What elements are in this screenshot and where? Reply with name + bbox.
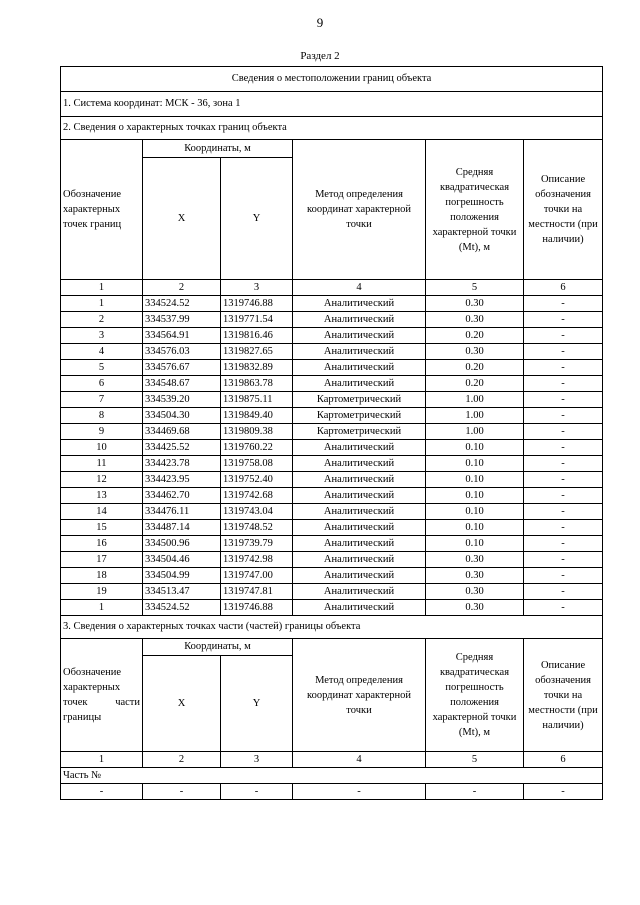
header-coordinates: Координаты, м	[143, 140, 293, 158]
table-row	[61, 600, 603, 616]
page-number: 9	[316, 15, 324, 30]
part-empty-row	[61, 784, 603, 800]
header-x: X	[143, 158, 221, 280]
table-row	[61, 328, 603, 344]
point-error: 0.10	[426, 472, 524, 488]
table-row	[61, 360, 603, 376]
point-description: -	[524, 536, 603, 552]
table-title: Сведения о местоположении границ объекта	[61, 67, 603, 92]
table-row	[61, 568, 603, 584]
point-y: 1319849.40	[221, 408, 293, 424]
table-row	[61, 344, 603, 360]
point-error: 0.10	[426, 536, 524, 552]
point-y: 1319758.08	[221, 456, 293, 472]
column-number: 2	[143, 280, 221, 296]
point-x: 334504.30	[143, 408, 221, 424]
point-y: 1319752.40	[221, 472, 293, 488]
point-error: 0.30	[426, 344, 524, 360]
point-method: Аналитический	[293, 440, 426, 456]
point-description: -	[524, 344, 603, 360]
header-y: Y	[221, 158, 293, 280]
point-description: -	[524, 472, 603, 488]
point-x: 334504.46	[143, 552, 221, 568]
part-empty-cell: -	[143, 784, 221, 800]
point-number: 14	[61, 504, 143, 520]
point-error: 0.10	[426, 504, 524, 520]
point-y: 1319748.52	[221, 520, 293, 536]
point-number: 9	[61, 424, 143, 440]
point-number: 3	[61, 328, 143, 344]
point-method: Картометрический	[293, 392, 426, 408]
point-x: 334462.70	[143, 488, 221, 504]
point-number: 2	[61, 312, 143, 328]
coordinate-system: 1. Система координат: МСК - 36, зона 1	[61, 92, 603, 117]
table-row	[61, 504, 603, 520]
point-y: 1319746.88	[221, 296, 293, 312]
point-y: 1319747.00	[221, 568, 293, 584]
table-row	[61, 520, 603, 536]
part-empty-cell: -	[426, 784, 524, 800]
section-title: Раздел 2	[300, 50, 340, 62]
point-method: Картометрический	[293, 408, 426, 424]
header-part-description: Описание обозначения точки на местности (при наличии)	[524, 639, 603, 752]
table-row	[61, 440, 603, 456]
table-row	[61, 392, 603, 408]
header-part-error: Средняя квадратическая погрешность положения характерной точки (Mt), м	[426, 639, 524, 752]
point-description: -	[524, 520, 603, 536]
point-method: Аналитический	[293, 552, 426, 568]
point-y: 1319760.22	[221, 440, 293, 456]
point-method: Аналитический	[293, 344, 426, 360]
point-x: 334425.52	[143, 440, 221, 456]
point-x: 334539.20	[143, 392, 221, 408]
point-error: 0.30	[426, 312, 524, 328]
point-x: 334513.47	[143, 584, 221, 600]
point-method: Аналитический	[293, 472, 426, 488]
point-error: 0.30	[426, 584, 524, 600]
point-x: 334576.67	[143, 360, 221, 376]
column-number: 5	[426, 280, 524, 296]
column-number: 4	[293, 280, 426, 296]
point-x: 334576.03	[143, 344, 221, 360]
point-method: Аналитический	[293, 360, 426, 376]
point-description: -	[524, 568, 603, 584]
header-description: Описание обозначения точки на местности (при наличии)	[524, 140, 603, 280]
point-x: 334504.99	[143, 568, 221, 584]
column-number: 3	[221, 752, 293, 768]
point-x: 334476.11	[143, 504, 221, 520]
point-y: 1319743.04	[221, 504, 293, 520]
point-error: 0.30	[426, 296, 524, 312]
point-description: -	[524, 296, 603, 312]
header-method: Метод определения координат характерной точки	[293, 140, 426, 280]
point-method: Аналитический	[293, 568, 426, 584]
point-error: 1.00	[426, 392, 524, 408]
point-method: Аналитический	[293, 520, 426, 536]
point-description: -	[524, 360, 603, 376]
point-method: Аналитический	[293, 456, 426, 472]
point-number: 1	[61, 296, 143, 312]
point-method: Аналитический	[293, 600, 426, 616]
point-number: 13	[61, 488, 143, 504]
point-error: 0.30	[426, 568, 524, 584]
point-description: -	[524, 392, 603, 408]
table-row	[61, 536, 603, 552]
point-description: -	[524, 424, 603, 440]
point-number: 16	[61, 536, 143, 552]
point-y: 1319809.38	[221, 424, 293, 440]
point-x: 334564.91	[143, 328, 221, 344]
part-column-numbers-row	[61, 752, 603, 768]
point-y: 1319771.54	[221, 312, 293, 328]
point-error: 0.10	[426, 488, 524, 504]
point-method: Аналитический	[293, 296, 426, 312]
point-method: Аналитический	[293, 584, 426, 600]
point-x: 334500.96	[143, 536, 221, 552]
section3-title: 3. Сведения о характерных точках части (частей) границы объекта	[61, 616, 603, 639]
point-number: 1	[61, 600, 143, 616]
point-error: 1.00	[426, 424, 524, 440]
column-number: 2	[143, 752, 221, 768]
point-description: -	[524, 584, 603, 600]
point-description: -	[524, 456, 603, 472]
point-error: 0.10	[426, 456, 524, 472]
point-method: Аналитический	[293, 312, 426, 328]
point-y: 1319827.65	[221, 344, 293, 360]
column-number: 1	[61, 752, 143, 768]
point-number: 8	[61, 408, 143, 424]
column-number: 5	[426, 752, 524, 768]
point-description: -	[524, 328, 603, 344]
point-error: 0.20	[426, 360, 524, 376]
point-y: 1319742.68	[221, 488, 293, 504]
point-error: 0.20	[426, 376, 524, 392]
header-part-coordinates: Координаты, м	[143, 639, 293, 656]
column-number: 4	[293, 752, 426, 768]
point-error: 0.10	[426, 440, 524, 456]
point-y: 1319742.98	[221, 552, 293, 568]
point-number: 10	[61, 440, 143, 456]
point-method: Аналитический	[293, 536, 426, 552]
part-empty-cell: -	[293, 784, 426, 800]
point-description: -	[524, 552, 603, 568]
table-row	[61, 488, 603, 504]
point-error: 0.30	[426, 552, 524, 568]
point-method: Аналитический	[293, 328, 426, 344]
table-row	[61, 472, 603, 488]
table-row	[61, 552, 603, 568]
part-empty-cell: -	[61, 784, 143, 800]
table-row	[61, 296, 603, 312]
section2-title: 2. Сведения о характерных точках границ объекта	[61, 117, 603, 140]
point-method: Аналитический	[293, 376, 426, 392]
point-x: 334524.52	[143, 296, 221, 312]
point-description: -	[524, 600, 603, 616]
point-method: Аналитический	[293, 504, 426, 520]
point-y: 1319747.81	[221, 584, 293, 600]
part-empty-cell: -	[221, 784, 293, 800]
header-part-y: Y	[221, 656, 293, 752]
column-numbers-row	[61, 280, 603, 296]
point-number: 17	[61, 552, 143, 568]
table-row	[61, 376, 603, 392]
point-error: 0.10	[426, 520, 524, 536]
point-x: 334524.52	[143, 600, 221, 616]
point-number: 6	[61, 376, 143, 392]
point-method: Аналитический	[293, 488, 426, 504]
point-number: 4	[61, 344, 143, 360]
header-part-method: Метод определения координат характерной точки	[293, 639, 426, 752]
point-y: 1319832.89	[221, 360, 293, 376]
column-number: 6	[524, 280, 603, 296]
point-y: 1319746.88	[221, 600, 293, 616]
point-description: -	[524, 504, 603, 520]
point-error: 0.20	[426, 328, 524, 344]
point-description: -	[524, 376, 603, 392]
point-y: 1319863.78	[221, 376, 293, 392]
table-row	[61, 584, 603, 600]
point-x: 334423.78	[143, 456, 221, 472]
point-number: 19	[61, 584, 143, 600]
point-number: 5	[61, 360, 143, 376]
table-row	[61, 424, 603, 440]
point-error: 1.00	[426, 408, 524, 424]
table-row	[61, 312, 603, 328]
point-x: 334548.67	[143, 376, 221, 392]
point-number: 12	[61, 472, 143, 488]
boundary-table	[60, 66, 603, 800]
point-y: 1319816.46	[221, 328, 293, 344]
point-y: 1319875.11	[221, 392, 293, 408]
point-number: 18	[61, 568, 143, 584]
table-row	[61, 408, 603, 424]
point-number: 15	[61, 520, 143, 536]
part-label: Часть №	[61, 768, 603, 784]
table-row	[61, 456, 603, 472]
header-point-designation: Обозначение характерных точек границ	[61, 140, 143, 280]
part-empty-cell: -	[524, 784, 603, 800]
header-part-point-designation: Обозначение характерных точек части границы	[61, 639, 143, 752]
point-x: 334469.68	[143, 424, 221, 440]
point-description: -	[524, 408, 603, 424]
column-number: 1	[61, 280, 143, 296]
point-method: Картометрический	[293, 424, 426, 440]
point-number: 7	[61, 392, 143, 408]
header-part-x: X	[143, 656, 221, 752]
column-number: 6	[524, 752, 603, 768]
point-x: 334423.95	[143, 472, 221, 488]
point-error: 0.30	[426, 600, 524, 616]
point-number: 11	[61, 456, 143, 472]
point-description: -	[524, 440, 603, 456]
header-error: Средняя квадратическая погрешность положения характерной точки (Mt), м	[426, 140, 524, 280]
point-description: -	[524, 488, 603, 504]
point-y: 1319739.79	[221, 536, 293, 552]
column-number: 3	[221, 280, 293, 296]
point-x: 334487.14	[143, 520, 221, 536]
point-x: 334537.99	[143, 312, 221, 328]
point-description: -	[524, 312, 603, 328]
